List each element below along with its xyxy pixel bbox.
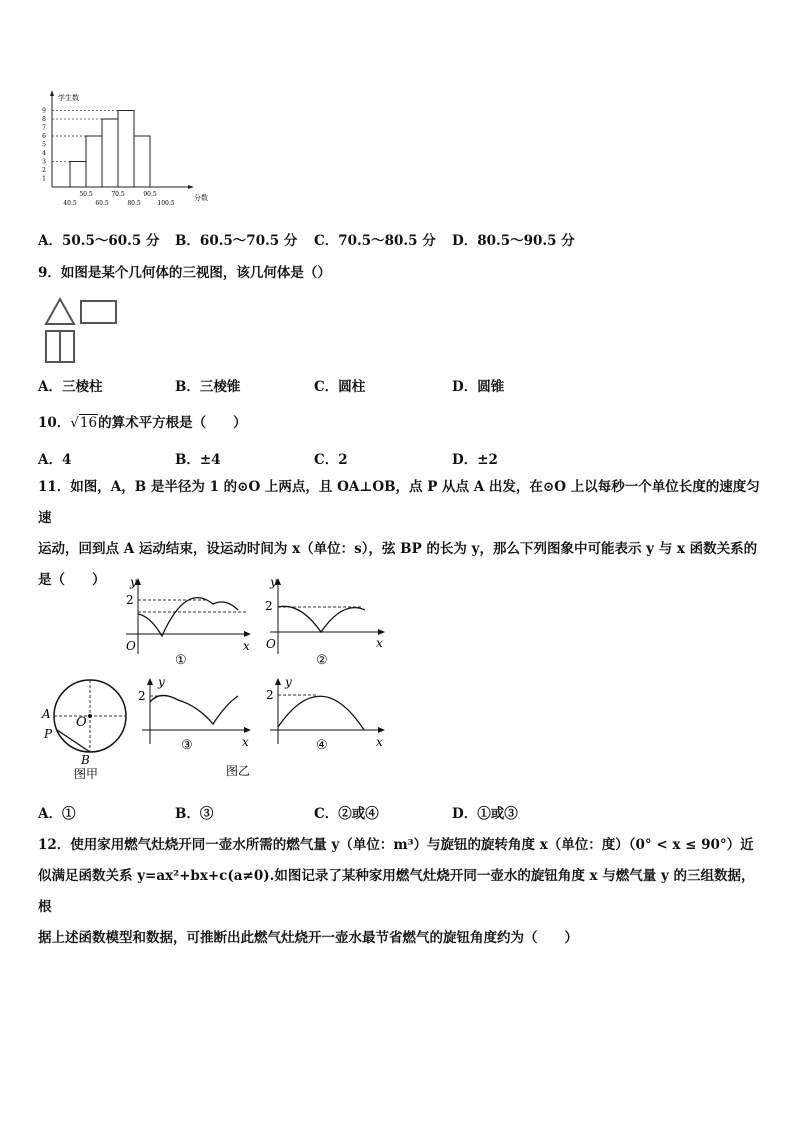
- q8-option-c[interactable]: C．70.5～80.5 分: [314, 233, 436, 249]
- histogram-x-tick: 50.5: [79, 191, 93, 198]
- histogram-y-tick: 3: [42, 158, 46, 166]
- histogram-y-tick: 6: [42, 133, 46, 140]
- histogram-bar: [70, 162, 86, 188]
- histogram-bar: [118, 111, 134, 188]
- q8-option-a[interactable]: A．50.5～60.5 分: [38, 233, 160, 249]
- q11-option-a[interactable]: A．①: [38, 806, 76, 822]
- circle-figure: [41, 680, 126, 781]
- graph-4: [266, 675, 385, 753]
- svg-text:④: ④: [316, 738, 328, 753]
- q8-option-d[interactable]: D．80.5～90.5 分: [452, 233, 575, 249]
- q10-option-b[interactable]: B．±4: [175, 452, 221, 468]
- svg-text:A: A: [42, 707, 51, 721]
- graph-3: [138, 675, 251, 778]
- histogram-bar: [86, 136, 102, 187]
- histogram-y-arrow: [50, 90, 54, 96]
- q10-option-d[interactable]: D．±2: [452, 452, 498, 468]
- svg-text:y: y: [270, 575, 277, 589]
- histogram-x-tick: 40.5: [63, 200, 77, 207]
- sqrt-symbol: √: [70, 415, 79, 431]
- histogram-y-tick: 9: [42, 107, 46, 115]
- svg-text:y: y: [285, 675, 292, 689]
- q12-stem: 12．使用家用燃气灶烧开同一壶水所需的燃气量 y（单位：m³）与旋钮的旋转角度 x（单位：度）（0° < x ≤ 90°）近 似满足函数关系 y=ax²+bx+c(a≠0).如图记录了某种家用燃气灶烧开同一壶水的旋钮角度 x 与燃气量 y 的三组数据，根 据上述函数模型和数据，可推断出此燃气灶烧开一壶水最节省燃气的旋钮角度约为（ ）: [38, 837, 755, 946]
- histogram-y-tick: 4: [42, 150, 46, 157]
- histogram-x-tick: 80.5: [127, 200, 141, 207]
- q9-option-c[interactable]: C．圆柱: [314, 379, 366, 395]
- three-view-figure: [40, 293, 120, 365]
- histogram-x-arrow: [188, 185, 194, 189]
- svg-text:③: ③: [181, 738, 193, 753]
- histogram-y-tick: 7: [42, 124, 46, 132]
- histogram-y-tick: 1: [42, 175, 46, 183]
- q11-option-b[interactable]: B．③: [175, 806, 214, 822]
- histogram-y-tick: 8: [42, 116, 46, 123]
- svg-text:x: x: [243, 639, 250, 653]
- q11-option-d[interactable]: D．①或③: [452, 806, 518, 822]
- q11-figure: [38, 572, 386, 786]
- graph-1: [126, 575, 251, 668]
- q11-stem: 11．如图，A，B 是半径为 1 的⊙O 上两点，且 OA⊥OB，点 P 从点 A 出发，在⊙O 上以每秒一个单位长度的速度匀速 运动，回到点 A 运动结束，设运动时间为 x（单位：s），弦 BP 的长为 y，那么下列图象中可能表示 y 与 x 函数关系的 是（ ）: [38, 479, 760, 588]
- histogram-x-label: 分数: [194, 194, 208, 202]
- svg-text:②: ②: [316, 653, 328, 668]
- histogram-x-tick: 90.5: [143, 191, 157, 198]
- svg-text:P: P: [44, 727, 53, 741]
- q8-option-b[interactable]: B．60.5～70.5 分: [175, 233, 298, 249]
- q10-option-c[interactable]: C．2: [314, 452, 348, 468]
- q9-option-b[interactable]: B．三棱锥: [175, 379, 241, 395]
- histogram-x-tick: 70.5: [111, 191, 125, 198]
- histogram-y-label: 学生数: [58, 94, 79, 102]
- histogram-x-tick: 100.5: [157, 200, 175, 207]
- histogram-y-tick: 2: [42, 167, 46, 174]
- sqrt-radicand: 16: [79, 415, 98, 431]
- svg-text:O: O: [126, 639, 136, 653]
- graph-2: [265, 575, 385, 668]
- histogram-bar: [134, 136, 150, 187]
- svg-text:x: x: [242, 735, 249, 749]
- svg-text:x: x: [376, 636, 383, 650]
- svg-text:B: B: [81, 753, 90, 767]
- svg-text:2: 2: [138, 689, 146, 703]
- svg-text:y: y: [130, 575, 137, 589]
- histogram-x-tick: 60.5: [95, 200, 109, 207]
- svg-text:图乙: 图乙: [226, 764, 251, 778]
- svg-text:①: ①: [175, 653, 187, 668]
- svg-text:2: 2: [266, 688, 274, 702]
- histogram-bar: [102, 119, 118, 187]
- svg-text:O: O: [76, 715, 87, 730]
- svg-text:x: x: [376, 735, 383, 749]
- q10-option-a[interactable]: A．4: [38, 452, 72, 468]
- q9-option-a[interactable]: A．三棱柱: [38, 379, 103, 395]
- q9-stem: 9．如图是某个几何体的三视图，该几何体是（）: [38, 265, 331, 281]
- front-view-triangle: [46, 299, 74, 324]
- svg-text:图甲: 图甲: [74, 767, 99, 781]
- side-view-rectangle: [81, 301, 116, 323]
- svg-text:O: O: [266, 637, 276, 651]
- histogram-chart: [30, 88, 210, 210]
- histogram-y-tick: 5: [42, 141, 46, 149]
- q9-option-d[interactable]: D．圆锥: [452, 379, 505, 395]
- q11-option-c[interactable]: C．②或④: [314, 806, 379, 822]
- svg-text:y: y: [158, 675, 165, 689]
- svg-text:2: 2: [265, 599, 273, 613]
- q10-stem: 10．√16的算术平方根是（ ）: [38, 415, 247, 431]
- svg-text:2: 2: [126, 593, 134, 607]
